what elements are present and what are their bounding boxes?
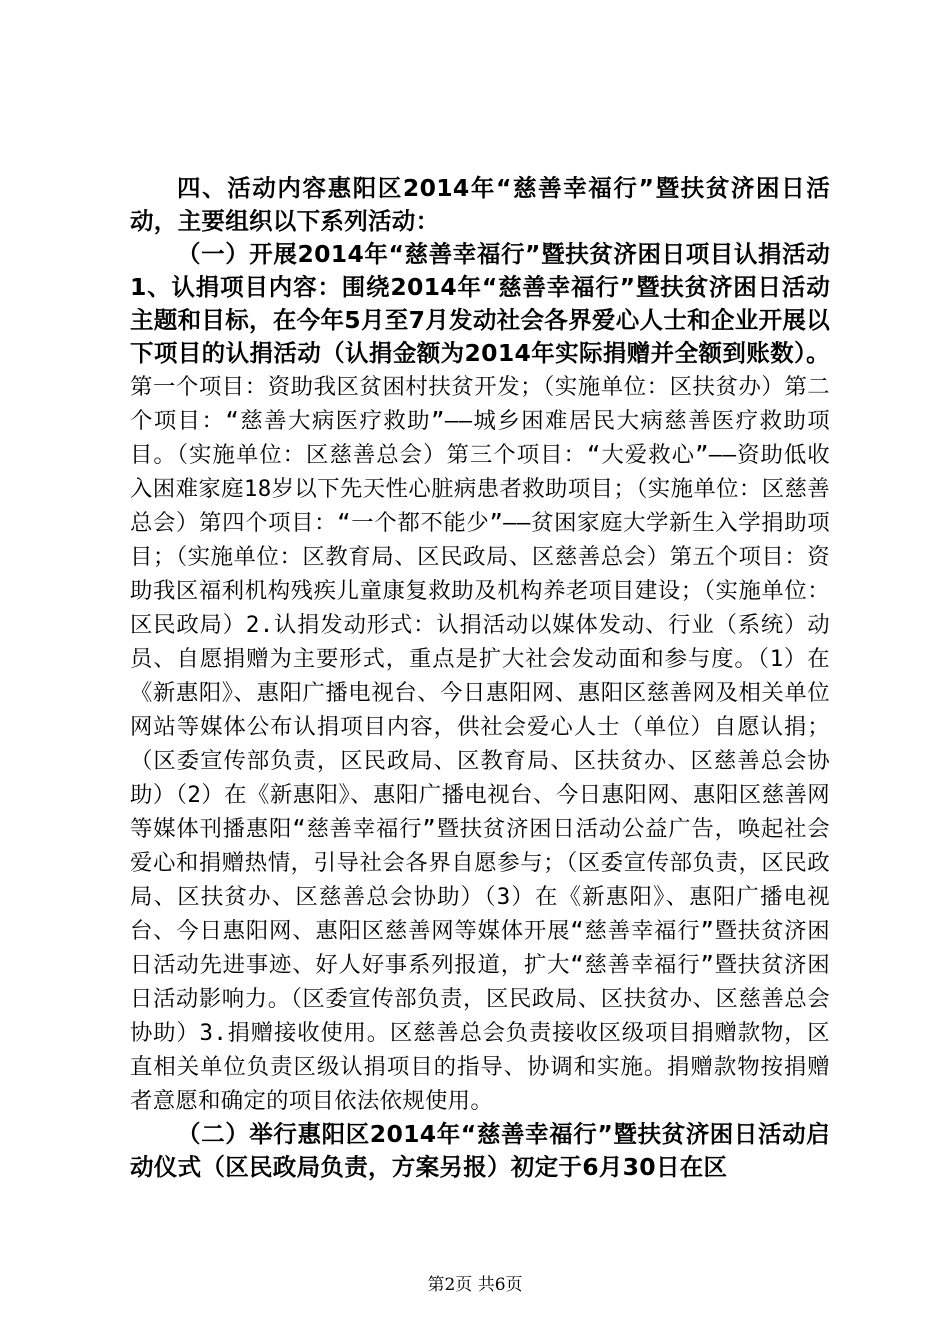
document-content <box>130 172 830 1184</box>
page-indicator: 第2页 共6页 <box>427 1275 523 1295</box>
heading-four-paragraph: 四、活动内容惠阳区2014年“慈善幸福行”暨扶贫济困日活动，主要组织以下系列活动： <box>130 174 830 235</box>
section-one-body-text: 第一个项目：资助我区贫困村扶贫开发；（实施单位：区扶贫办）第二个项目：“慈善大病医疗救助”——城乡困难居民大病慈善医疗救助项目。（实施单位：区慈善总会）第三个项目：“大爱救心”——资助低收入困难家庭18岁以下先天性心脏病患者救助项目；（实施单位：区慈善总会）第四个项目：“一个都不能少”——贫困家庭大学新生入学捐助项目；（实施单位：区教育局、区民政局、区慈善总会）第五个项目：资助我区福利机构残疾儿童康复救助及机构养老项目建设；（实施单位：区民政局）2.认捐发动形式：认捐活动以媒体发动、行业（系统）动员、自愿捐赠为主要形式，重点是扩大社会发动面和参与度。（1）在《新惠阳》、惠阳广播电视台、今日惠阳网、惠阳区慈善网及相关单位网站等媒体公布认捐项目内容，供社会爱心人士（单位）自愿认捐；（区委宣传部负责，区民政局、区教育局、区扶贫办、区慈善总会协助）（2）在《新惠阳》、惠阳广播电视台、今日惠阳网、惠阳区慈善网等媒体刊播惠阳“慈善幸福行”暨扶贫济困日活动公益广告，唤起社会爱心和捐赠热情，引导社会各界自愿参与；（区委宣传部负责，区民政局、区扶贫办、区慈善总会协助）（3）在《新惠阳》、惠阳广播电视台、今日惠阳网、惠阳区慈善网等媒体开展“慈善幸福行”暨扶贫济困日活动先进事迹、好人好事系列报道，扩大“慈善幸福行”暨扶贫济困日活动影响力。（区委宣传部负责，区民政局、区扶贫办、区慈善总会协助）3.捐赠接收使用。区慈善总会负责接收区级项目捐赠款物，区直相关单位负责区级认捐项目的指导、协调和实施。捐赠款物按捐赠者意愿和确定的项目依法依规使用。 <box>130 374 830 1114</box>
section-two-paragraph: （二）举行惠阳区2014年“慈善幸福行”暨扶贫济困日活动启动仪式（区民政局负责，方案另报）初定于6月30日在区 <box>130 1120 830 1181</box>
page-footer <box>0 1270 950 1295</box>
section-one-paragraph <box>130 238 830 1118</box>
section-one-title-text: （一）开展2014年“慈善幸福行”暨扶贫济困日项目认捐活动1、认捐项目内容：围绕2014年“慈善幸福行”暨扶贫济困日活动主题和目标，在今年5月至7月发动社会各界爱心人士和企业开展以下项目的认捐活动（认捐金额为2014年实际捐赠并全额到账数）。 <box>130 240 830 367</box>
